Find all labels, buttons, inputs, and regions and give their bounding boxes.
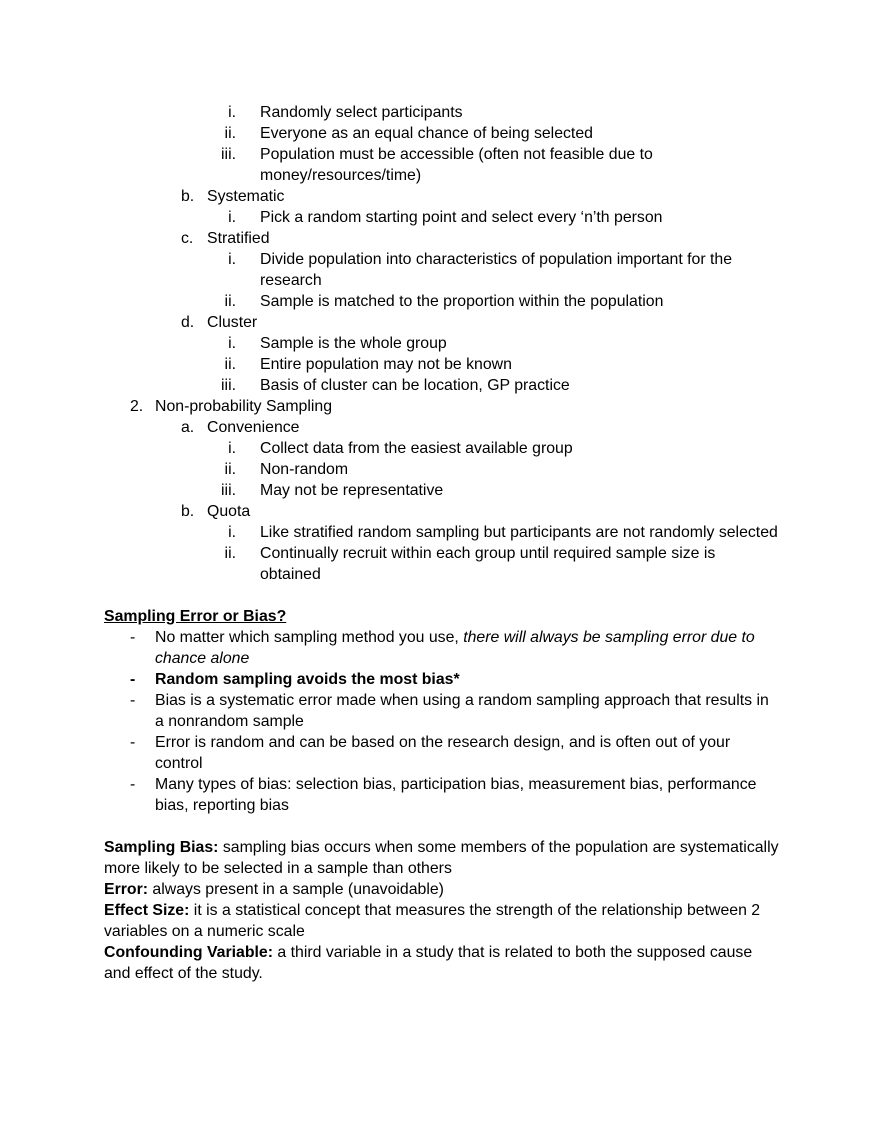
bullet-list [104,627,780,816]
bullet-text-segment: Error is random and can be based on the research design, and is often out of your control [155,734,731,772]
outline-item [104,144,780,186]
definition-text: it is a statistical concept that measures the strength of the relationship between 2 variables on a numeric scale [104,902,761,940]
outline-item-marker: ii. [224,125,236,142]
outline-item [104,333,780,354]
outline-item-text: Like stratified random sampling but participants are not randomly selected [260,524,778,541]
bullet-item [104,669,780,690]
outline-item-marker: iii. [221,146,236,163]
bullet-marker: - [130,734,136,751]
outline-item-marker: a. [181,419,195,436]
outline-item-marker: b. [181,503,195,520]
outline-item [104,417,780,438]
outline-item-marker: ii. [224,461,236,478]
outline-item-marker: i. [228,335,236,352]
outline-item-text: Population must be accessible (often not feasible due to money/resources/time) [260,146,653,184]
definitions-block [104,837,780,984]
bullet-text-segment: there will always be sampling error due to chance alone [155,629,755,667]
outline-item [104,396,780,417]
definition-text: always present in a sample (unavoidable) [148,881,444,898]
bullet-text-segment: No matter which sampling method you use, [155,629,464,646]
outline-item-text: Systematic [207,188,285,205]
outline-item [104,375,780,396]
outline-item-text: Continually recruit within each group until required sample size is obtained [260,545,716,583]
bullet-item [104,774,780,816]
outline-list [104,102,780,585]
bullet-text-segment: Random sampling avoids the most bias* [155,671,460,688]
outline-item-text: Everyone as an equal chance of being selected [260,125,593,142]
bullet-item [104,627,780,669]
outline-item-text: Quota [207,503,251,520]
outline-item [104,228,780,249]
document-content [104,102,780,984]
outline-item [104,480,780,501]
outline-item-marker: iii. [221,482,236,499]
outline-item [104,522,780,543]
outline-item-text: Collect data from the easiest available group [260,440,573,457]
outline-item [104,291,780,312]
definition-term: Effect Size: [104,902,190,919]
bullet-text [155,690,780,732]
bullet-text [155,732,780,774]
definition-text: a third variable in a study that is related to both the supposed cause and effect of the study. [104,944,753,982]
blank-line [104,816,780,837]
bullet-text [155,669,780,690]
outline-item-marker: i. [228,104,236,121]
bullet-text [155,774,780,816]
outline-item-text: Pick a random starting point and select every ‘n’th person [260,209,663,226]
bullet-text-segment: Bias is a systematic error made when using a random sampling approach that results in a nonrandom sample [155,692,769,730]
outline-item-text: Divide population into characteristics of population important for the research [260,251,733,289]
outline-item-text: Cluster [207,314,258,331]
definition-term: Confounding Variable: [104,944,273,961]
outline-item-text: Randomly select participants [260,104,463,121]
outline-item-text: Convenience [207,419,300,436]
outline-item [104,459,780,480]
outline-item [104,123,780,144]
outline-item-text: May not be representative [260,482,444,499]
outline-item [104,543,780,585]
outline-item [104,186,780,207]
outline-item-marker: 2. [130,398,144,415]
outline-item [104,501,780,522]
definition-text: sampling bias occurs when some members of the population are systematically more likely to be selected in a sample than others [104,839,779,877]
outline-item-text: Non-probability Sampling [155,398,333,415]
outline-item-marker: i. [228,440,236,457]
bullet-text-segment: Many types of bias: selection bias, participation bias, measurement bias, performance bias, reporting bias [155,776,757,814]
section-heading: Sampling Error or Bias? [104,608,287,625]
outline-item-marker: i. [228,524,236,541]
definition-item [104,879,780,900]
outline-item [104,354,780,375]
definition-item [104,900,780,942]
definition-term: Sampling Bias: [104,839,219,856]
bullet-marker: - [130,671,136,688]
definition-item [104,837,780,879]
outline-item-marker: ii. [224,545,236,562]
blank-line [104,585,780,606]
outline-item-text: Stratified [207,230,270,247]
outline-item-marker: ii. [224,356,236,373]
outline-item [104,249,780,291]
outline-item-marker: ii. [224,293,236,310]
outline-item-marker: iii. [221,377,236,394]
outline-item [104,312,780,333]
outline-item-text: Non-random [260,461,349,478]
bullet-item [104,732,780,774]
bullet-item [104,690,780,732]
outline-item-marker: d. [181,314,195,331]
outline-item-text: Basis of cluster can be location, GP practice [260,377,570,394]
outline-item-text: Entire population may not be known [260,356,512,373]
outline-item [104,438,780,459]
outline-item-marker: i. [228,251,236,268]
bullet-marker: - [130,776,136,793]
bullet-marker: - [130,629,136,646]
outline-item [104,102,780,123]
bullet-marker: - [130,692,136,709]
definition-term: Error: [104,881,149,898]
outline-item-marker: c. [181,230,194,247]
outline-item-marker: i. [228,209,236,226]
definition-item [104,942,780,984]
bullet-text [155,627,780,669]
outline-item-text: Sample is matched to the proportion within the population [260,293,664,310]
outline-item [104,207,780,228]
outline-item-marker: b. [181,188,195,205]
outline-item-text: Sample is the whole group [260,335,447,352]
